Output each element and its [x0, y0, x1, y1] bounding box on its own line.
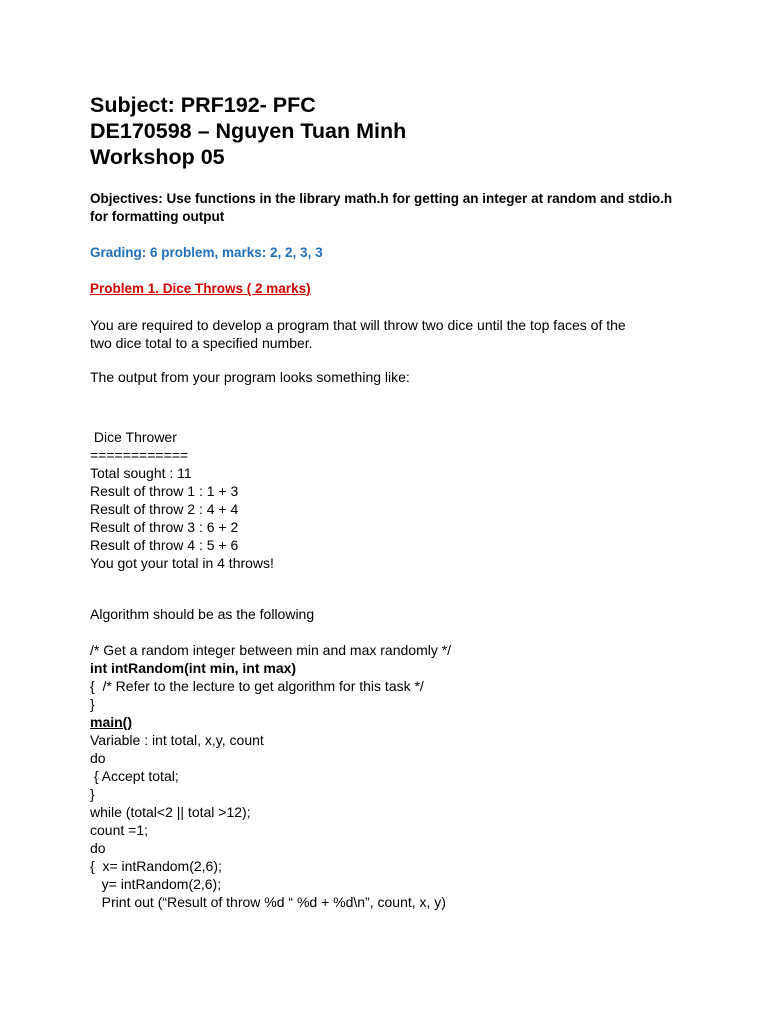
pseudocode-line: do: [90, 840, 106, 856]
pseudocode-line: }: [90, 786, 95, 802]
sample-output-line: Result of throw 1 : 1 + 3: [90, 483, 239, 499]
pseudocode-line: Print out (“Result of throw %d “ %d + %d\n”, count, x, y): [90, 894, 446, 910]
output-intro-text: The output from your program looks something like:: [90, 369, 410, 385]
sample-output-line: Total sought : 11: [90, 465, 192, 481]
sample-output-line: Result of throw 2 : 4 + 4: [90, 501, 239, 517]
pseudocode-line: do: [90, 750, 106, 766]
pseudocode-line: { x= intRandom(2,6);: [90, 858, 222, 874]
problem-1-title: Problem 1. Dice Throws ( 2 marks): [90, 281, 311, 296]
sample-output-line: Result of throw 4 : 5 + 6: [90, 537, 239, 553]
description-line: You are required to develop a program that will throw two dice until the top faces of the: [90, 317, 626, 333]
pseudocode-line: main(): [90, 714, 132, 730]
pseudocode-line: }: [90, 696, 95, 712]
objectives-text: Objectives: Use functions in the library math.h for getting an integer at random and stdio.h for formatting output: [90, 191, 673, 224]
sample-output-line: Dice Thrower: [90, 429, 177, 445]
document-header: [90, 92, 690, 170]
grading-text: Grading: 6 problem, marks: 2, 2, 3, 3: [90, 245, 323, 260]
pseudocode-line: /* Get a random integer between min and max randomly */: [90, 642, 452, 658]
sample-output: [90, 428, 690, 572]
student-heading: DE170598 – Nguyen Tuan Minh: [90, 119, 407, 143]
pseudocode-line: count =1;: [90, 822, 148, 838]
pseudocode-line: while (total<2 || total >12);: [90, 804, 251, 820]
document-page: [90, 92, 690, 911]
sample-output-line: Result of throw 3 : 6 + 2: [90, 519, 239, 535]
problem-description: [90, 316, 690, 352]
algorithm-intro-text: Algorithm should be as the following: [90, 606, 315, 622]
subject-heading: Subject: PRF192- PFC: [90, 93, 316, 117]
pseudocode-line: Variable : int total, x,y, count: [90, 732, 264, 748]
workshop-heading: Workshop 05: [90, 145, 225, 169]
sample-output-line: You got your total in 4 throws!: [90, 555, 274, 571]
pseudocode-line: { Accept total;: [90, 768, 179, 784]
sample-output-line: ============: [90, 447, 189, 463]
pseudocode-line: int intRandom(int min, int max): [90, 660, 297, 676]
pseudocode-line: y= intRandom(2,6);: [90, 876, 222, 892]
pseudocode-block: [90, 641, 690, 911]
pseudocode-line: { /* Refer to the lecture to get algorithm for this task */: [90, 678, 424, 694]
description-line: two dice total to a specified number.: [90, 335, 313, 351]
